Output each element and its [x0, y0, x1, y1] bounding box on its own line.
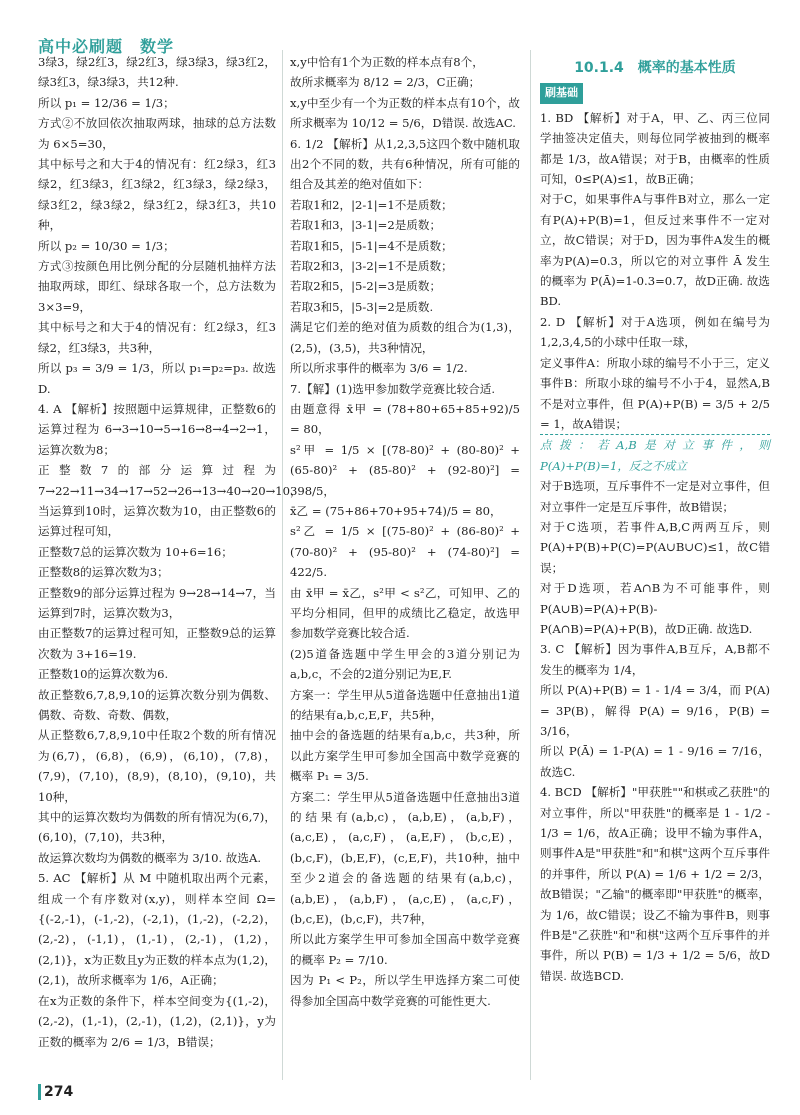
solution-text: 由 x̄甲 = x̄乙，s²甲 < s²乙，可知甲、乙的平均分相同，但甲的成绩比乙稳定，故选甲参加数学竞赛比较合适.: [290, 585, 520, 641]
column-divider: [530, 50, 531, 1080]
solution-text: 对于D选项，若A∩B为不可能事件，则 P(A∪B)=P(A)+P(B)-P(A∩B)=P(A)+P(B)，故D正确. 故选D.: [540, 581, 770, 636]
solution-text: 若取2和5，|5-2|=3是质数；: [290, 279, 442, 294]
solution-text: 方式③按颜色用比例分配的分层随机抽样方法抽取两球，即红、绿球各取一个，总方法数为 3×3=9，: [38, 259, 276, 314]
solution-text: 对于C选项，若事件A,B,C两两互斥，则 P(A)+P(B)+P(C)=P(A∪B∪C)≤1，故C错误；: [540, 519, 770, 575]
column-left: [38, 52, 302, 1052]
solution-text: x,y中至少有一个为正数的样本点有10个，故所求概率为 10/12 = 5/6，D错误. 故选AC.: [290, 95, 520, 131]
solution-text: 方式②不放回依次抽取两球，抽球的总方法数为 6×5=30，: [38, 116, 276, 151]
solution-text: 3绿3，绿2红3，绿2红3，绿3绿3，绿3红2，绿3红3，绿3绿3，共12种.: [38, 55, 276, 90]
solution-text: 方案二：学生甲从5道备选题中任意抽出3道的结果有(a,b,c)，(a,b,E)，(a,b,F)，(a,c,E)，(a,c,F)，(a,E,F)，(b,c,E)，(b,c,F)，(b,E,F)，(c,E,F)，共10种，抽中至少2道会的备选题的结果有(a,b,c)，(a,b,E)，(a,b,F)，(a,c,E)，(a,c,F)，(b,c,E)，(b,c,F)，共7种，: [290, 789, 520, 927]
solution-text: 故运算次数均为偶数的概率为 3/10. 故选A.: [38, 850, 262, 865]
solution-text: 从正整数6,7,8,9,10中任取2个数的所有情况为(6,7)，(6,8)，(6,9)，(6,10)，(7,8)，(7,9)，(7,10)，(8,9)，(8,10)，(9,10)，共10种，: [38, 728, 276, 804]
problem-4-answer: 4. BCD 【解析】"甲获胜""和棋或乙获胜"的对立事件，所以"甲获胜"的概率是 1 - 1/2 - 1/3 = 1/6，故A正确；设甲不输为事件A，则事件A是"甲获胜"和"和棋"这两个互斥事件的并事件，所以 P(A) = 1/6 + 1/2 = 2/3，故B错误；"乙输"的概率即"甲获胜"的概率，为 1/6，故C错误；设乙不输为事件B，则事件B是"乙获胜"和"和棋"这两个互斥事件的并事件，所以 P(B) = 1/3 + 1/2 = 5/6，故D错误. 故选BCD.: [540, 785, 770, 983]
solution-text: 正整数7总的运算次数为 10+6=16；: [38, 544, 233, 559]
solution-text: 若取1和5，|5-1|=4不是质数；: [290, 238, 453, 253]
solution-text: s²乙 = 1/5 × [(75-80)² + (86-80)² + (70-80)² + (95-80)² + (74-80)²] = 422/5.: [290, 524, 520, 580]
solution-text: 正整数7的部分运算过程为 7→22→11→34→17→52→26→13→40→20→10，: [38, 463, 302, 498]
solution-text: 对于B选项，互斥事件不一定是对立事件，但对立事件一定是互斥事件，故B错误；: [540, 479, 770, 514]
solution-text: 所以 p₁ = 12/36 = 1/3；: [38, 95, 175, 110]
solution-text: 满足它们差的绝对值为质数的组合为(1,3)，(2,5)，(3,5)，共3种情况，: [290, 320, 520, 355]
problem-4-answer: 4. A 【解析】按照题中运算规律，正整数6的运算过程为 6→3→10→5→16→8→4→2→1，运算次数为8；: [38, 401, 276, 457]
solution-text: 若取2和3，|3-2|=1不是质数；: [290, 259, 453, 274]
solution-text: 当运算到10时，运算次数为10，由正整数6的运算过程可知，: [38, 503, 276, 539]
solution-text: 所以 p₂ = 10/30 = 1/3；: [38, 238, 175, 253]
problem-6-answer: 6. 1/2 【解析】从1,2,3,5这四个数中随机取出2个不同的数，共有6种情况，所有可能的组合及其差的绝对值如下：: [290, 136, 520, 192]
problem-2-answer: 2. D 【解析】对于A选项，例如在编号为1,2,3,4,5的小球中任取一球，: [540, 314, 770, 350]
solution-text: 因为 P₁ < P₂，所以学生甲选择方案二可使得参加全国高中数学竞赛的可能性更大.: [290, 973, 520, 1008]
solution-text: 由正整数7的运算过程可知，正整数9总的运算次数为 3+16=19.: [38, 626, 276, 661]
solution-text: x̄乙 = (75+86+70+95+74)/5 = 80，: [290, 503, 502, 518]
solution-text: 故正整数6,7,8,9,10的运算次数分别为偶数、偶数、奇数、奇数、偶数，: [38, 687, 276, 722]
solution-text: 其中标号之和大于4的情况有：红2绿3，红3绿2，红3绿3，红3绿2，红3绿3，绿2绿3，绿3红2，绿3绿2，绿3红2，绿3红3，共10种，: [38, 157, 276, 233]
solution-text: s²甲 = 1/5 × [(78-80)² + (80-80)² + (65-80)² + (85-80)² + (92-80)²] = 398/5，: [290, 442, 520, 498]
column-divider: [282, 50, 283, 1080]
solution-text: 抽中会的备选题的结果有a,b,c，共3种，所以此方案学生甲可参加全国高中数学竞赛的概率 P₁ = 3/5.: [290, 728, 520, 784]
solution-text: 所以 P(Ā) = 1-P(A) = 1 - 9/16 = 7/16，故选C.: [540, 744, 770, 779]
solution-text: 若取1和2，|2-1|=1不是质数；: [290, 197, 453, 212]
solution-text: 所以 P(A)+P(B) = 1 - 1/4 = 3/4，而 P(A) = 3P(B)，解得 P(A) = 9/16，P(B) = 3/16，: [540, 683, 770, 738]
solution-text: 若取1和3，|3-1|=2是质数；: [290, 218, 442, 233]
solution-text: 对于C，如果事件A与事件B对立，那么一定有P(A)+P(B)=1，但反过来事件不一定对立，故C错误；对于D，因为事件A发生的概率为P(A)=0.3，所以它的对立事件 Ā 发生的概率为 P(Ā)=1-0.3=0.7，故D正确. 故选BD.: [540, 192, 770, 309]
problem-7-answer: 7.【解】(1)选甲参加数学竞赛比较合适.: [290, 381, 496, 396]
solution-text: 在x为正数的条件下，样本空间变为{(1,-2)，(2,-2)，(1,-1)，(2,-1)，(1,2)，(2,1)}，y为正数的概率为 2/6 = 1/3，B错误；: [38, 993, 276, 1049]
solution-text: 定义事件A：所取小球的编号不小于三，定义事件B：所取小球的编号不小于4，显然A,B不是对立事件，但 P(A)+P(B) = 3/5 + 2/5 = 1，故A错误；: [540, 353, 770, 436]
solution-text: 所以 p₃ = 3/9 = 1/3，所以 p₁=p₂=p₃. 故选D.: [38, 361, 276, 396]
problem-5-answer: 5. AC 【解析】从 M 中随机取出两个元素，组成一个有序数对(x,y)，则样本空间 Ω={(-2,-1)，(-1,-2)，(-2,1)，(1,-2)，(-2,2)，(2,-2)，(-1,1)，(1,-1)，(2,-1)，(1,2)，(2,1)}，x为正数且y为正数的样本点为(1,2)，(2,1)，故所求概率为 1/6，A正确；: [38, 871, 276, 988]
solution-text: 其中标号之和大于4的情况有：红2绿3，红3绿2，红3绿3，共3种，: [38, 320, 276, 355]
column-middle: [290, 52, 520, 1011]
solution-text: 正整数10的运算次数为6.: [38, 667, 169, 682]
section-tag: 刷基础: [540, 83, 583, 103]
solution-text: 所以此方案学生甲可参加全国高中数学竞赛的概率 P₂ = 7/10.: [290, 932, 520, 967]
solution-text: 其中的运算次数均为偶数的所有情况为(6,7)，(6,10)，(7,10)，共3种，: [38, 810, 276, 845]
solution-text: 由题意得 x̄甲 = (78+80+65+85+92)/5 = 80，: [290, 401, 520, 437]
solution-text: x,y中恰有1个为正数的样本点有8个，: [290, 55, 484, 69]
column-right: [540, 52, 770, 986]
tip-note: 点拨：若A,B是对立事件，则P(A)+P(B)=1，反之不成立: [540, 438, 770, 473]
section-title: 10.1.4 概率的基本性质: [574, 60, 736, 76]
page-number: 274: [38, 1084, 73, 1100]
problem-1-answer: 1. BD 【解析】对于A，甲、乙、丙三位同学抽签决定值夫，则每位同学被抽到的概率都是 1/3，故A错误；对于B，由概率的性质可知，0≤P(A)≤1，故B正确；: [540, 110, 770, 187]
solution-text: 所以所求事件的概率为 3/6 = 1/2.: [290, 361, 468, 376]
solution-text: 正整数8的运算次数为3；: [38, 565, 169, 580]
problem-3-answer: 3. C 【解析】因为事件A,B互斥，A,B都不发生的概率为 1/4，: [540, 642, 770, 677]
solution-text: 若取3和5，|5-3|=2是质数.: [290, 299, 434, 314]
solution-text: 正整数9的部分运算过程为 9→28→14→7，当运算到7时，运算次数为3，: [38, 585, 276, 620]
solution-text: (2)5道备选题中学生甲会的3道分别记为a,b,c，不会的2道分别记为E,F.: [290, 646, 520, 682]
solution-text: 方案一：学生甲从5道备选题中任意抽出1道的结果有a,b,c,E,F，共5种，: [290, 687, 520, 722]
page-header: 高中必刷题 数学: [38, 37, 175, 56]
solution-text: 故所求概率为 8/12 = 2/3，C正确；: [290, 75, 481, 90]
